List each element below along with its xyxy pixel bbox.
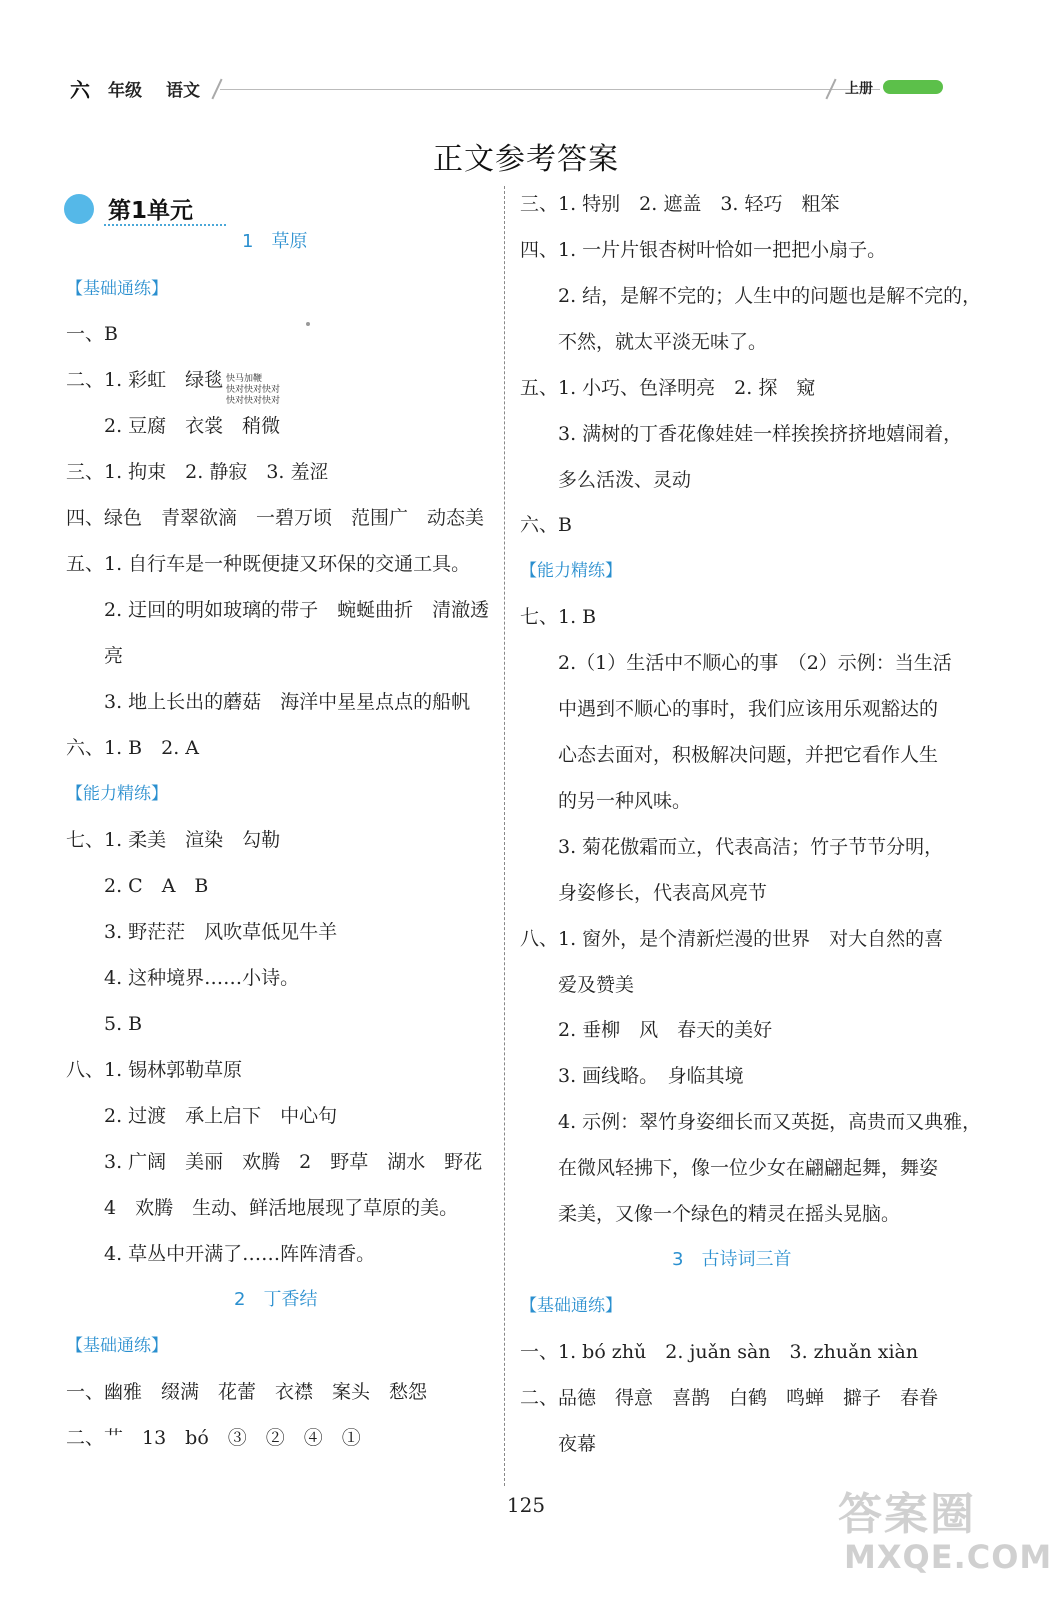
right-answer-line: 六、B (520, 514, 572, 536)
right-answer-line: 夜幕 (558, 1433, 597, 1455)
right-answer-line: 身姿修长，代表高风亮节 (558, 882, 768, 904)
right-answer-line: 柔美，又像一个绿色的精灵在摇头晃脑。 (558, 1203, 901, 1225)
left-answer-line: 【能力精练】 (66, 784, 168, 804)
speck-mark (306, 322, 310, 326)
left-answer-line: 五、1. 自行车是一种既便捷又环保的交通工具。 (66, 553, 471, 575)
watermark-url: MXQE.COM (844, 1538, 1052, 1576)
right-answer-line: 爱及赞美 (558, 974, 635, 996)
grade-label: 年级 (108, 81, 142, 101)
left-answer-line: 2. 迂回的明如玻璃的带子 蜿蜒曲折 清澈透 (104, 599, 490, 621)
right-answer-line: 心态去面对，积极解决问题，并把它看作人生 (558, 744, 939, 766)
watermark-logo (838, 1478, 1052, 1586)
left-answer-line: 一、幽雅 缀满 花蕾 衣襟 案头 愁怨 (66, 1381, 428, 1403)
unit-bullet-icon (64, 194, 94, 224)
left-answer-line: 4. 这种境界……小诗。 (104, 967, 300, 989)
left-answer-line: 5. B (104, 1013, 143, 1035)
right-answer-line: 2. 垂柳 风 春天的美好 (558, 1019, 773, 1041)
right-answer-line: 七、1. B (520, 606, 597, 628)
left-answer-line: 2 丁香结 (234, 1289, 318, 1310)
page-header (70, 74, 950, 104)
right-answer-line: 3. 菊花傲霜而立，代表高洁；竹子节节分明， (558, 836, 944, 858)
right-answer-line: 2. 结，是解不完的；人生中的问题也是解不完的， (558, 285, 982, 307)
right-answer-line: 三、1. 特别 2. 遮盖 3. 轻巧 粗笨 (520, 193, 840, 215)
left-answer-line: 【基础通练】 (66, 1336, 168, 1356)
right-answer-line: 二、品德 得意 喜鹊 白鹤 鸣蝉 擗子 春眷 (520, 1387, 939, 1409)
right-answer-line: 4. 示例：翠竹身姿细长而又英挺，高贵而又典雅， (558, 1111, 982, 1133)
unit-dotted-rule (104, 224, 226, 226)
left-answer-line: 4 欢腾 生动、鲜活地展现了草原的美。 (104, 1197, 459, 1219)
page-number: 125 (506, 1493, 546, 1517)
left-answer-line: 2. 豆腐 衣裳 稍微 (104, 415, 281, 437)
left-answer-line: 一、B (66, 323, 118, 345)
left-answer-line: 二、艹 13 bó ③ ② ④ ① (66, 1427, 361, 1449)
unit-title: 第1单元 (108, 198, 194, 224)
left-answer-line: 八、1. 锡林郭勒草原 (66, 1059, 243, 1081)
left-answer-line: 3. 野茫茫 风吹草低见牛羊 (104, 921, 338, 943)
left-answer-line: 2. 过渡 承上启下 中心句 (104, 1105, 338, 1127)
left-answer-line: 二、1. 彩虹 绿毯 (66, 369, 224, 391)
grade-badge: 六 (70, 78, 90, 102)
right-answer-line: 3 古诗词三首 (672, 1249, 792, 1270)
left-answer-line: 4. 草丛中开满了……阵阵清香。 (104, 1243, 376, 1265)
left-answer-line: 四、绿色 青翠欲滴 一碧万顷 范围广 动态美 (66, 507, 485, 529)
handwritten-note: 快马加鞭 快对快对快对 快对快对快对 (226, 374, 281, 406)
volume-label: 上册 (845, 81, 873, 97)
right-answer-line: 2.（1）生活中不顺心的事 （2）示例：当生活 (558, 652, 952, 674)
left-answer-line: 亮 (104, 645, 124, 667)
left-answer-line: 三、1. 拘束 2. 静寂 3. 羞涩 (66, 461, 329, 483)
left-answer-line: 七、1. 柔美 渲染 勾勒 (66, 829, 281, 851)
right-answer-line: 中遇到不顺心的事时，我们应该用乐观豁达的 (558, 698, 939, 720)
left-answer-line: 3. 地上长出的蘑菇 海洋中星星点点的船帆 (104, 691, 471, 713)
header-rule (220, 89, 880, 90)
column-divider (504, 186, 505, 1486)
subject-label: 语文 (166, 81, 200, 101)
right-answer-line: 多么活泼、灵动 (558, 469, 692, 491)
right-answer-line: 【基础通练】 (520, 1296, 622, 1316)
right-answer-line: 的另一种风味。 (558, 790, 692, 812)
watermark-text: 答案圈 (838, 1489, 976, 1540)
right-answer-line: 不然，就太平淡无味了。 (558, 331, 768, 353)
right-answer-line: 一、1. bó zhǔ 2. juǎn sàn 3. zhuǎn xiàn (520, 1341, 919, 1363)
right-answer-line: 3. 画线略。 身临其境 (558, 1065, 744, 1087)
left-answer-line: 【基础通练】 (66, 279, 168, 299)
right-answer-line: 3. 满树的丁香花像娃娃一样挨挨挤挤地嬉闹着， (558, 423, 963, 445)
page-title: 正文参考答案 (433, 142, 619, 177)
left-answer-line: 2. C A B (104, 875, 209, 897)
right-answer-line: 在微风轻拂下，像一位少女在翩翩起舞，舞姿 (558, 1157, 939, 1179)
left-answer-line: 1 草原 (242, 231, 308, 252)
series-logo-pill (883, 80, 943, 94)
right-answer-line: 五、1. 小巧、色泽明亮 2. 探 窥 (520, 377, 816, 399)
right-answer-line: 四、1. 一片片银杏树叶恰如一把把小扇子。 (520, 239, 887, 261)
left-answer-line: 六、1. B 2. A (66, 737, 200, 759)
left-answer-line: 3. 广阔 美丽 欢腾 2 野草 湖水 野花 (104, 1151, 483, 1173)
right-answer-line: 八、1. 窗外，是个清新烂漫的世界 对大自然的喜 (520, 928, 944, 950)
right-answer-line: 【能力精练】 (520, 561, 622, 581)
